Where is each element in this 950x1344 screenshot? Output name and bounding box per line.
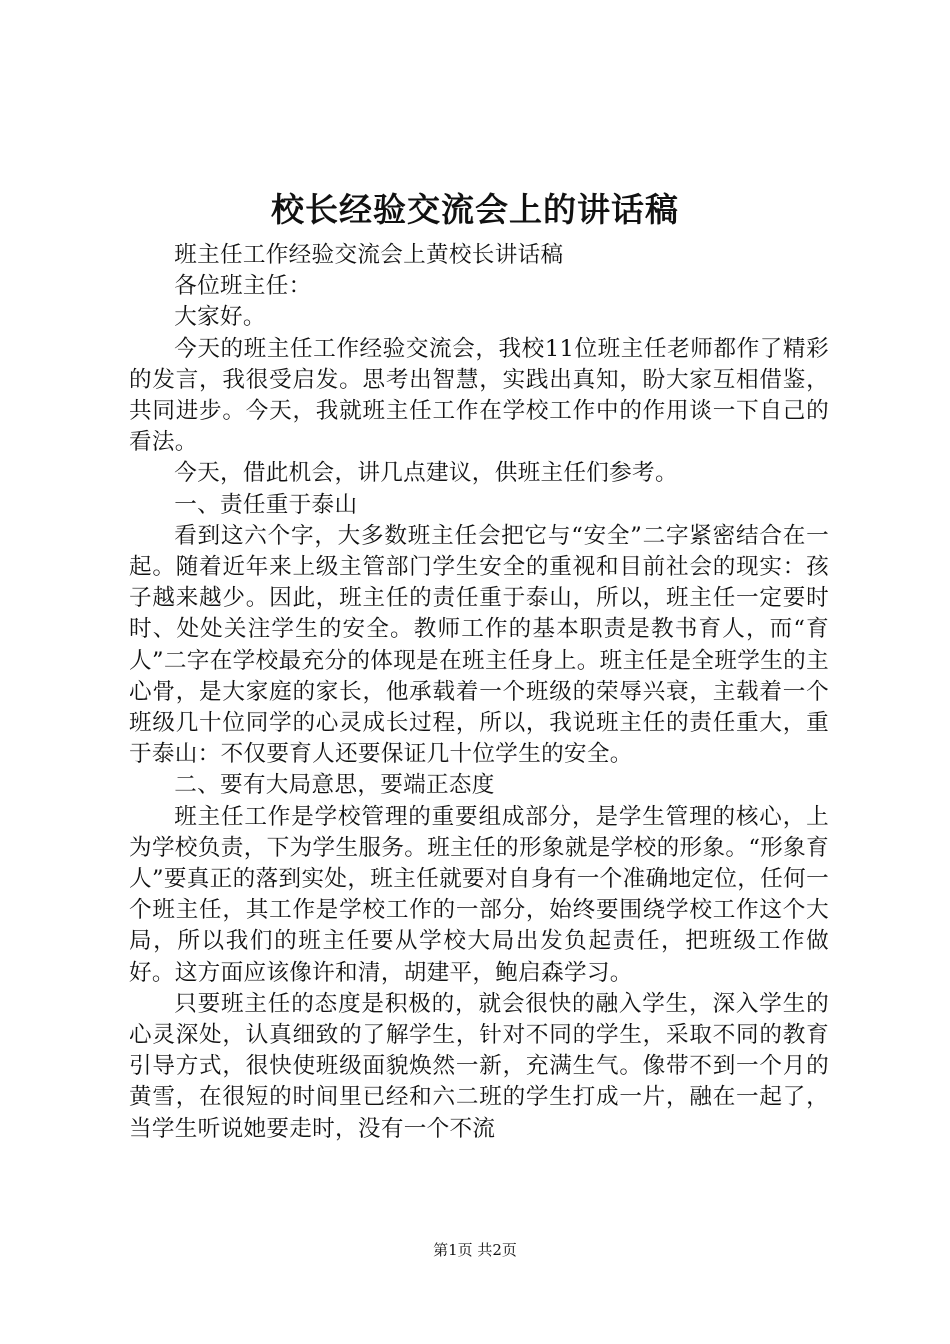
paragraph-salutation: 各位班主任： bbox=[174, 273, 312, 300]
document-body bbox=[129, 240, 829, 1145]
page-number-footer: 第1页 共2页 bbox=[433, 1241, 517, 1259]
paragraph-greeting: 大家好。 bbox=[174, 304, 266, 331]
paragraph-subtitle: 班主任工作经验交流会上黄校长讲话稿 bbox=[174, 242, 564, 268]
section-heading-1: 一、责任重于泰山 bbox=[174, 491, 358, 518]
section-heading-2: 二、要有大局意思，要端正态度 bbox=[174, 772, 495, 799]
paragraph-intro: 今天的班主任工作经验交流会，我校11位班主任老师都作了精彩的发言，我很受启发。思考出智慧，实践出真知，盼大家互相借鉴，共同进步。今天，我就班主任工作在学校工作中的作用谈一下自己的看法。 bbox=[129, 335, 829, 456]
paragraph-section-2a: 班主任工作是学校管理的重要组成部分，是学生管理的核心，上为学校负责，下为学生服务。班主任的形象就是学校的形象。“形象育人”要真正的落到实处，班主任就要对自身有一个准确地定位，任何一个班主任，其工作是学校工作的一部分，始终要围绕学校工作这个大局，所以我们的班主任要从学校大局出发负起责任，把班级工作做好。这方面应该像许和清，胡建平，鲍启森学习。 bbox=[129, 803, 829, 986]
paragraph-purpose: 今天，借此机会，讲几点建议，供班主任们参考。 bbox=[174, 460, 678, 487]
paragraph-section-1: 看到这六个字，大多数班主任会把它与“安全”二字紧密结合在一起。随着近年来上级主管部门学生安全的重视和目前社会的现实：孩子越来越少。因此，班主任的责任重于泰山，所以，班主任一定要时时、处处关注学生的安全。教师工作的基本职责是教书育人，而“育人”二字在学校最充分的体现是在班主任身上。班主任是全班学生的主心骨，是大家庭的家长，他承载着一个班级的荣辱兴衰，主载着一个班级几十位同学的心灵成长过程，所以，我说班主任的责任重大，重于泰山：不仅要育人还要保证几十位学生的安全。 bbox=[129, 522, 829, 768]
paragraph-section-2b: 只要班主任的态度是积极的，就会很快的融入学生，深入学生的心灵深处，认真细致的了解学生，针对不同的学生，采取不同的教育引导方式，很快使班级面貌焕然一新，充满生气。像带不到一个月的黄雪，在很短的时间里已经和六二班的学生打成一片，融在一起了，当学生听说她要走时，没有一个不流 bbox=[129, 990, 829, 1142]
document-title: 校长经验交流会上的讲话稿 bbox=[271, 190, 679, 229]
